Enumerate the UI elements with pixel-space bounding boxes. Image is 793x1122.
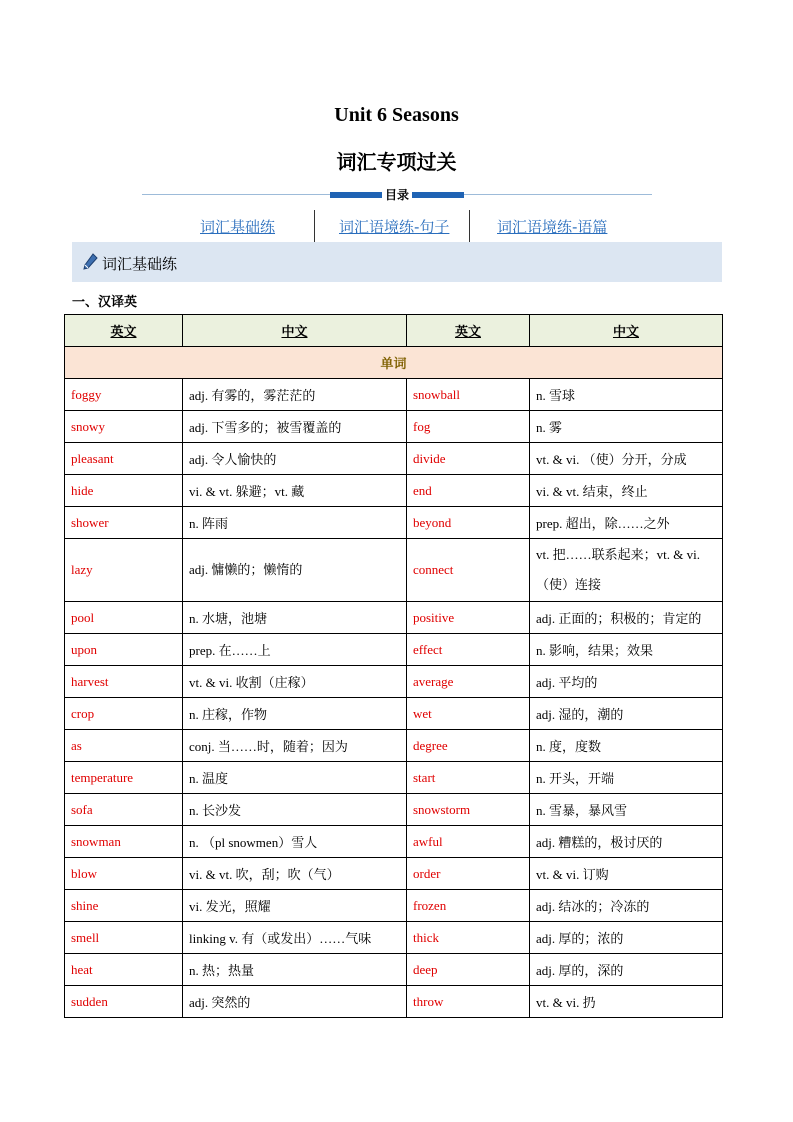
english-word: beyond bbox=[407, 507, 530, 539]
english-word: order bbox=[407, 858, 530, 890]
table-row bbox=[65, 826, 723, 858]
chinese-meaning: adj. 湿的，潮的 bbox=[530, 698, 723, 730]
english-word: awful bbox=[407, 826, 530, 858]
english-word: shower bbox=[65, 507, 183, 539]
english-word: hide bbox=[65, 475, 183, 507]
toc-accent-bar-left bbox=[330, 192, 382, 198]
chinese-meaning: vt. & vi. 收割（庄稼） bbox=[183, 666, 407, 698]
english-word: heat bbox=[65, 954, 183, 986]
table-row bbox=[65, 986, 723, 1018]
chinese-meaning: prep. 在……上 bbox=[183, 634, 407, 666]
english-word: smell bbox=[65, 922, 183, 954]
chinese-meaning: vi. & vt. 结束，终止 bbox=[530, 475, 723, 507]
table-row bbox=[65, 443, 723, 475]
english-word: crop bbox=[65, 698, 183, 730]
english-word: end bbox=[407, 475, 530, 507]
pen-icon bbox=[82, 253, 98, 271]
table-row bbox=[65, 666, 723, 698]
english-word: snowball bbox=[407, 379, 530, 411]
chinese-meaning: n. 阵雨 bbox=[183, 507, 407, 539]
vocabulary-table bbox=[64, 314, 723, 1018]
english-word: sudden bbox=[65, 986, 183, 1018]
english-word: pool bbox=[65, 602, 183, 634]
header-english: 英文 bbox=[407, 315, 530, 347]
table-row bbox=[65, 762, 723, 794]
english-word: upon bbox=[65, 634, 183, 666]
english-word: shine bbox=[65, 890, 183, 922]
table-row bbox=[65, 602, 723, 634]
english-word: average bbox=[407, 666, 530, 698]
english-word: lazy bbox=[65, 539, 183, 602]
table-row bbox=[65, 634, 723, 666]
chinese-meaning: prep. 超出，除……之外 bbox=[530, 507, 723, 539]
table-row bbox=[65, 890, 723, 922]
chinese-meaning: linking v. 有（或发出）……气味 bbox=[183, 922, 407, 954]
chinese-meaning: vi. & vt. 躲避；vt. 藏 bbox=[183, 475, 407, 507]
english-word: deep bbox=[407, 954, 530, 986]
english-word: foggy bbox=[65, 379, 183, 411]
english-word: as bbox=[65, 730, 183, 762]
english-word: temperature bbox=[65, 762, 183, 794]
header-english: 英文 bbox=[65, 315, 183, 347]
table-row bbox=[65, 411, 723, 443]
chinese-meaning: n. 雪球 bbox=[530, 379, 723, 411]
chinese-meaning: n. 雪暴，暴风雪 bbox=[530, 794, 723, 826]
toc-link-basic[interactable]: 词汇基础练 bbox=[200, 218, 276, 236]
category-row bbox=[65, 347, 723, 379]
toc-link-passage[interactable]: 词汇语境练-语篇 bbox=[497, 218, 608, 236]
english-word: connect bbox=[407, 539, 530, 602]
toc-accent-bar-right bbox=[412, 192, 464, 198]
table-row bbox=[65, 730, 723, 762]
chinese-meaning: adj. 厚的；浓的 bbox=[530, 922, 723, 954]
english-word: snowy bbox=[65, 411, 183, 443]
chinese-meaning: n. 水塘，池塘 bbox=[183, 602, 407, 634]
chinese-meaning: n. 度，度数 bbox=[530, 730, 723, 762]
chinese-meaning: n. 热；热量 bbox=[183, 954, 407, 986]
chinese-meaning: adj. 令人愉快的 bbox=[183, 443, 407, 475]
chinese-meaning: conj. 当……时，随着；因为 bbox=[183, 730, 407, 762]
table-row bbox=[65, 794, 723, 826]
table-row bbox=[65, 698, 723, 730]
table-row bbox=[65, 379, 723, 411]
chinese-meaning: vt. & vi. 订购 bbox=[530, 858, 723, 890]
chinese-meaning-line: vt. 把……联系起来；vt. & vi. bbox=[536, 547, 700, 562]
chinese-meaning: n. 影响，结果；效果 bbox=[530, 634, 723, 666]
english-word: start bbox=[407, 762, 530, 794]
toc-label: 目录 bbox=[382, 186, 412, 203]
table-row bbox=[65, 858, 723, 890]
english-word: frozen bbox=[407, 890, 530, 922]
header-chinese: 中文 bbox=[530, 315, 723, 347]
english-word: wet bbox=[407, 698, 530, 730]
chinese-meaning: adj. 突然的 bbox=[183, 986, 407, 1018]
category-label: 单词 bbox=[65, 347, 723, 379]
table-row bbox=[65, 922, 723, 954]
chinese-meaning: n. （pl snowmen）雪人 bbox=[183, 826, 407, 858]
english-word: throw bbox=[407, 986, 530, 1018]
chinese-meaning: n. 开头，开端 bbox=[530, 762, 723, 794]
section-header bbox=[72, 242, 722, 282]
chinese-meaning: adj. 厚的，深的 bbox=[530, 954, 723, 986]
toc-link-sentence[interactable]: 词汇语境练-句子 bbox=[339, 218, 450, 236]
english-word: degree bbox=[407, 730, 530, 762]
chinese-meaning: n. 温度 bbox=[183, 762, 407, 794]
chinese-meaning: vt. & vi. （使）分开，分成 bbox=[530, 443, 723, 475]
chinese-meaning: vi. & vt. 吹，刮；吹（气） bbox=[183, 858, 407, 890]
chinese-meaning: adj. 结冰的；冷冻的 bbox=[530, 890, 723, 922]
header-chinese: 中文 bbox=[183, 315, 407, 347]
english-word: fog bbox=[407, 411, 530, 443]
table-row bbox=[65, 507, 723, 539]
chinese-meaning: adj. 慵懒的；懒惰的 bbox=[183, 539, 407, 602]
english-word: divide bbox=[407, 443, 530, 475]
toc-separator bbox=[469, 210, 470, 242]
page-title: Unit 6 Seasons bbox=[334, 104, 459, 126]
english-word: sofa bbox=[65, 794, 183, 826]
english-word: effect bbox=[407, 634, 530, 666]
english-word: thick bbox=[407, 922, 530, 954]
page-subtitle: 词汇专项过关 bbox=[336, 150, 457, 174]
english-word: harvest bbox=[65, 666, 183, 698]
chinese-meaning: adj. 下雪多的；被雪覆盖的 bbox=[183, 411, 407, 443]
chinese-meaning bbox=[530, 539, 723, 602]
english-word: pleasant bbox=[65, 443, 183, 475]
chinese-meaning: vt. & vi. 扔 bbox=[530, 986, 723, 1018]
table-row bbox=[65, 954, 723, 986]
chinese-meaning: adj. 有雾的，雾茫茫的 bbox=[183, 379, 407, 411]
table-row bbox=[65, 539, 723, 602]
chinese-meaning: vi. 发光，照耀 bbox=[183, 890, 407, 922]
chinese-meaning: adj. 糟糕的，极讨厌的 bbox=[530, 826, 723, 858]
chinese-meaning: adj. 正面的；积极的；肯定的 bbox=[530, 602, 723, 634]
toc-separator bbox=[314, 210, 315, 242]
chinese-meaning-line: （使）连接 bbox=[536, 577, 602, 592]
table-row bbox=[65, 475, 723, 507]
exercise-heading: 一、汉译英 bbox=[72, 295, 138, 310]
english-word: snowstorm bbox=[407, 794, 530, 826]
table-header-row bbox=[65, 315, 723, 347]
chinese-meaning: adj. 平均的 bbox=[530, 666, 723, 698]
english-word: blow bbox=[65, 858, 183, 890]
section-title: 词汇基础练 bbox=[102, 255, 178, 273]
chinese-meaning: n. 长沙发 bbox=[183, 794, 407, 826]
english-word: snowman bbox=[65, 826, 183, 858]
english-word: positive bbox=[407, 602, 530, 634]
chinese-meaning: n. 庄稼，作物 bbox=[183, 698, 407, 730]
chinese-meaning: n. 雾 bbox=[530, 411, 723, 443]
